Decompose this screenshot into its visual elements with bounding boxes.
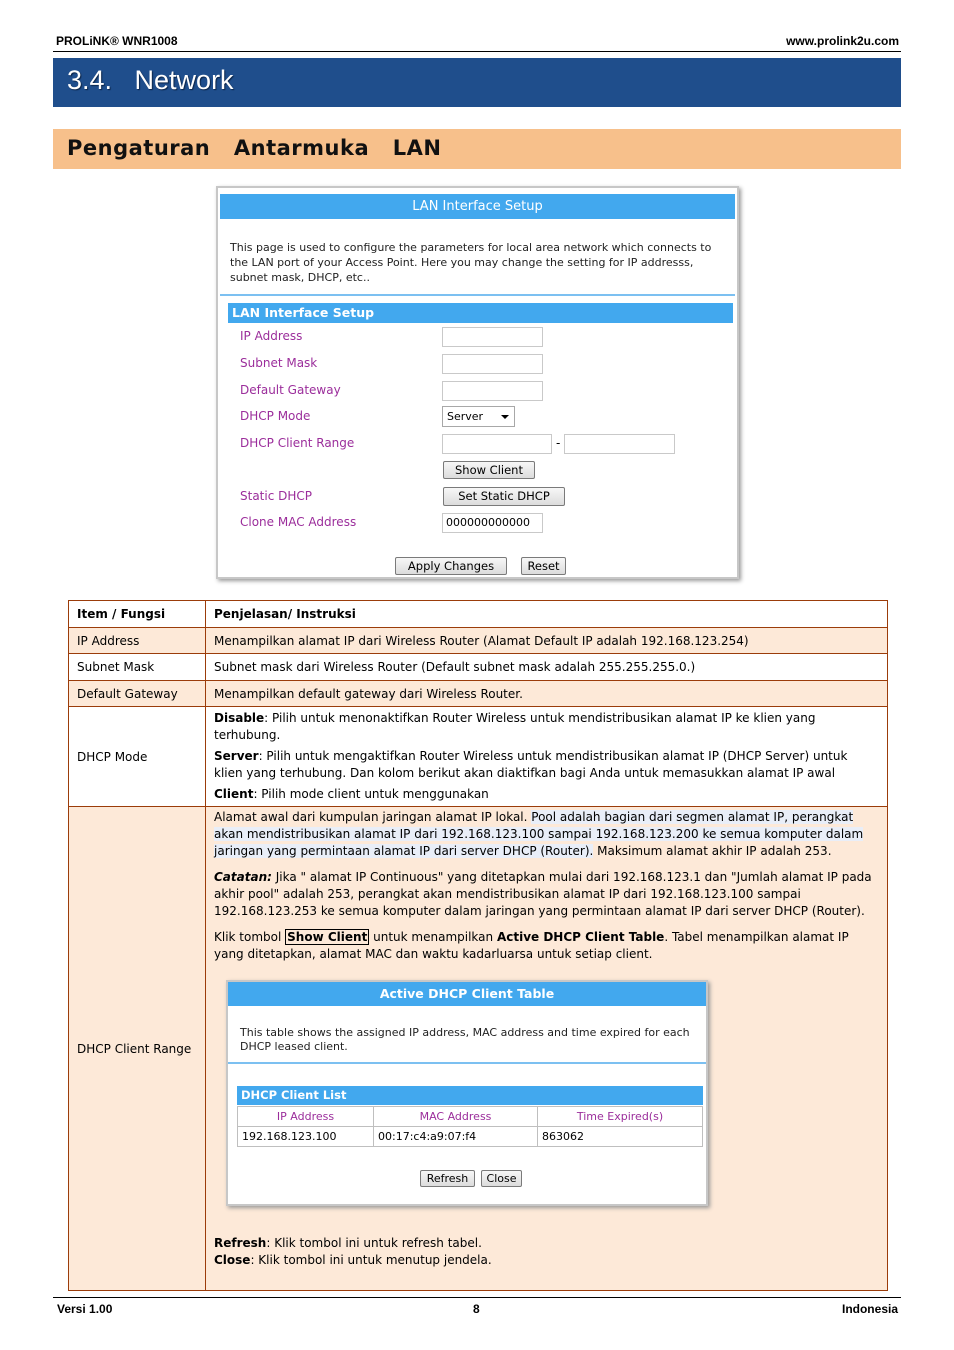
dhcp-mode-label: DHCP Mode xyxy=(240,409,311,423)
server-text: : Pilih untuk mengaktifkan Router Wireless untuk mendistribusikan alamat IP (DHCP Server) untuk klien yang terhubung. Dan kolom berikut akan diaktifkan bagi Anda untuk memasukkan alamat IP awal xyxy=(214,749,848,780)
set-static-dhcp-button[interactable]: Set Static DHCP xyxy=(443,487,565,506)
lan-setup-title: LAN Interface Setup xyxy=(220,194,735,219)
dhcp-mode-value: Server xyxy=(447,410,484,423)
client-text: : Pilih mode client untuk menggunakan xyxy=(253,787,489,801)
page-number: 8 xyxy=(473,1302,480,1316)
note-label: Catatan: xyxy=(214,870,272,884)
table-header-row xyxy=(69,601,888,628)
ip-address-label: IP Address xyxy=(240,329,303,343)
subsection-title: Pengaturan Antarmuka LAN xyxy=(67,136,442,160)
p3-text-b: untuk menampilkan xyxy=(369,930,497,944)
client-term: Client xyxy=(214,787,254,801)
row-item: Subnet Mask xyxy=(69,654,206,681)
client-paragraph xyxy=(214,786,879,803)
dhcp-table-title: Active DHCP Client Table xyxy=(228,982,706,1006)
range-separator: - xyxy=(556,436,561,450)
dhcp-table-description: This table shows the assigned IP address, MAC address and time expired for each DHCP leased client. xyxy=(240,1026,690,1053)
row-item: Default Gateway xyxy=(69,681,206,707)
range-paragraph xyxy=(214,809,879,860)
close-text: : Klik tombol ini untuk menutup jendela. xyxy=(250,1253,492,1267)
dhcp-client-list-title: DHCP Client List xyxy=(237,1086,703,1105)
table-row xyxy=(69,654,888,681)
header-website: www.prolink2u.com xyxy=(786,34,899,48)
dhcp-client-range-label: DHCP Client Range xyxy=(240,436,355,450)
dhcp-range-end-input[interactable] xyxy=(564,434,675,454)
row-description: Subnet mask dari Wireless Router (Default subnet mask adalah 255.255.255.0.) xyxy=(206,654,888,681)
apply-changes-button[interactable]: Apply Changes xyxy=(395,557,507,575)
refresh-text: : Klik tombol ini untuk refresh tabel. xyxy=(266,1236,482,1250)
lan-setup-description: This page is used to configure the parameters for local area network which connects to the LAN port of your Access Point. Here you may change the setting for IP addresss, subnet mask, DHCP, etc.. xyxy=(230,241,712,284)
row-description: Menampilkan alamat IP dari Wireless Router (Alamat Default IP adalah 192.168.123.254) xyxy=(206,628,888,654)
table-row xyxy=(238,1127,703,1147)
server-paragraph xyxy=(214,748,879,782)
description-table xyxy=(68,600,888,1291)
footer-language: Indonesia xyxy=(841,1302,898,1316)
show-client-reference: Show Client xyxy=(287,930,368,944)
clone-mac-input[interactable]: 000000000000 xyxy=(442,513,543,533)
disable-paragraph xyxy=(214,710,879,744)
server-term: Server xyxy=(214,749,259,763)
table-row xyxy=(69,707,888,807)
col-ip-address: IP Address xyxy=(238,1107,374,1127)
divider xyxy=(228,1062,706,1064)
col-mac-address: MAC Address xyxy=(374,1107,538,1127)
section-title: 3.4. Network xyxy=(67,65,234,95)
page-header xyxy=(53,32,901,52)
p3-text-c: . Tabel menampilkan alamat IP yang ditetapkan, alamat MAC dan waktu kadarluarsa untuk setiap client. xyxy=(214,930,849,961)
cell-mac: 00:17:c4:a9:07:f4 xyxy=(374,1127,538,1147)
clone-mac-label: Clone MAC Address xyxy=(240,515,357,529)
header-product: PROLiNK® WNR1008 xyxy=(56,34,178,48)
disable-term: Disable xyxy=(214,711,265,725)
reset-button[interactable]: Reset xyxy=(521,557,566,575)
note-paragraph xyxy=(214,869,879,920)
col-time-expired: Time Expired(s) xyxy=(538,1107,703,1127)
cell-ip: 192.168.123.100 xyxy=(238,1127,374,1147)
divider xyxy=(220,294,735,296)
subsection-heading xyxy=(53,129,901,169)
range-text-c: Maksimum alamat akhir IP adalah 253. xyxy=(593,844,832,858)
p3-bold: Active DHCP Client Table xyxy=(496,930,665,944)
p3-text-a: Klik tombol xyxy=(214,930,286,944)
chevron-down-icon xyxy=(501,415,509,419)
disable-text: : Pilih untuk menonaktifkan Router Wireless untuk mendistribusikan alamat IP ke klien yang terhubung. xyxy=(214,711,816,742)
row-description xyxy=(206,707,888,807)
subnet-mask-input[interactable] xyxy=(442,354,543,374)
header-item: Item / Fungsi xyxy=(69,601,206,628)
close-button[interactable]: Close xyxy=(481,1170,522,1187)
dhcp-client-list xyxy=(237,1106,703,1147)
refresh-term: Refresh xyxy=(214,1236,267,1250)
range-text-highlight: Pool adalah bagian dari segmen alamat IP, perangkat akan mendistribusikan alamat IP dari 192.168.123.100 sampai 192.168.123.200 ke semua komputer dalam jaringan yang permintaan alamat IP dari server DHCP (Router). xyxy=(214,810,864,858)
row-description xyxy=(206,807,888,1291)
ip-address-input[interactable] xyxy=(442,327,543,347)
refresh-paragraph xyxy=(214,1235,879,1252)
lan-setup-section-title: LAN Interface Setup xyxy=(228,303,733,323)
refresh-button[interactable]: Refresh xyxy=(420,1170,475,1187)
dhcp-client-table-screenshot xyxy=(226,980,708,1206)
dhcp-mode-select[interactable] xyxy=(442,406,515,427)
row-item: IP Address xyxy=(69,628,206,654)
table-row xyxy=(69,681,888,707)
note-text: Jika " alamat IP Continuous" yang ditetapkan mulai dari 192.168.123.1 dan "Jumlah alamat IP pada akhir pool" adalah 253, perangkat akan mendistribusikan alamat IP dari 192.168.123.100 sampai 192.168.123.253 ke semua komputer dalam jaringan yang permintaan alamat IP dari server DHCP (Router). xyxy=(214,870,872,918)
dhcp-range-start-input[interactable] xyxy=(442,434,552,454)
lan-setup-screenshot xyxy=(216,186,739,579)
row-description: Menampilkan default gateway dari Wireless Router. xyxy=(206,681,888,707)
close-paragraph xyxy=(214,1252,879,1269)
table-row xyxy=(69,807,888,1291)
footer-version: Versi 1.00 xyxy=(57,1302,113,1316)
cell-expired: 863062 xyxy=(538,1127,703,1147)
default-gateway-input[interactable] xyxy=(442,381,543,401)
default-gateway-label: Default Gateway xyxy=(240,383,341,397)
range-text-a: Alamat awal dari kumpulan jaringan alamat IP lokal. xyxy=(214,810,532,824)
row-item: DHCP Client Range xyxy=(69,807,206,1291)
subnet-mask-label: Subnet Mask xyxy=(240,356,318,370)
header-description: Penjelasan/ Instruksi xyxy=(206,601,888,628)
close-term: Close xyxy=(214,1253,251,1267)
show-client-button[interactable]: Show Client xyxy=(443,461,535,479)
dhcp-list-header-row xyxy=(238,1107,703,1127)
page-footer xyxy=(53,1297,901,1319)
show-client-paragraph xyxy=(214,929,879,963)
table-row xyxy=(69,628,888,654)
row-item: DHCP Mode xyxy=(69,707,206,807)
section-heading xyxy=(53,58,901,107)
static-dhcp-label: Static DHCP xyxy=(240,489,313,503)
